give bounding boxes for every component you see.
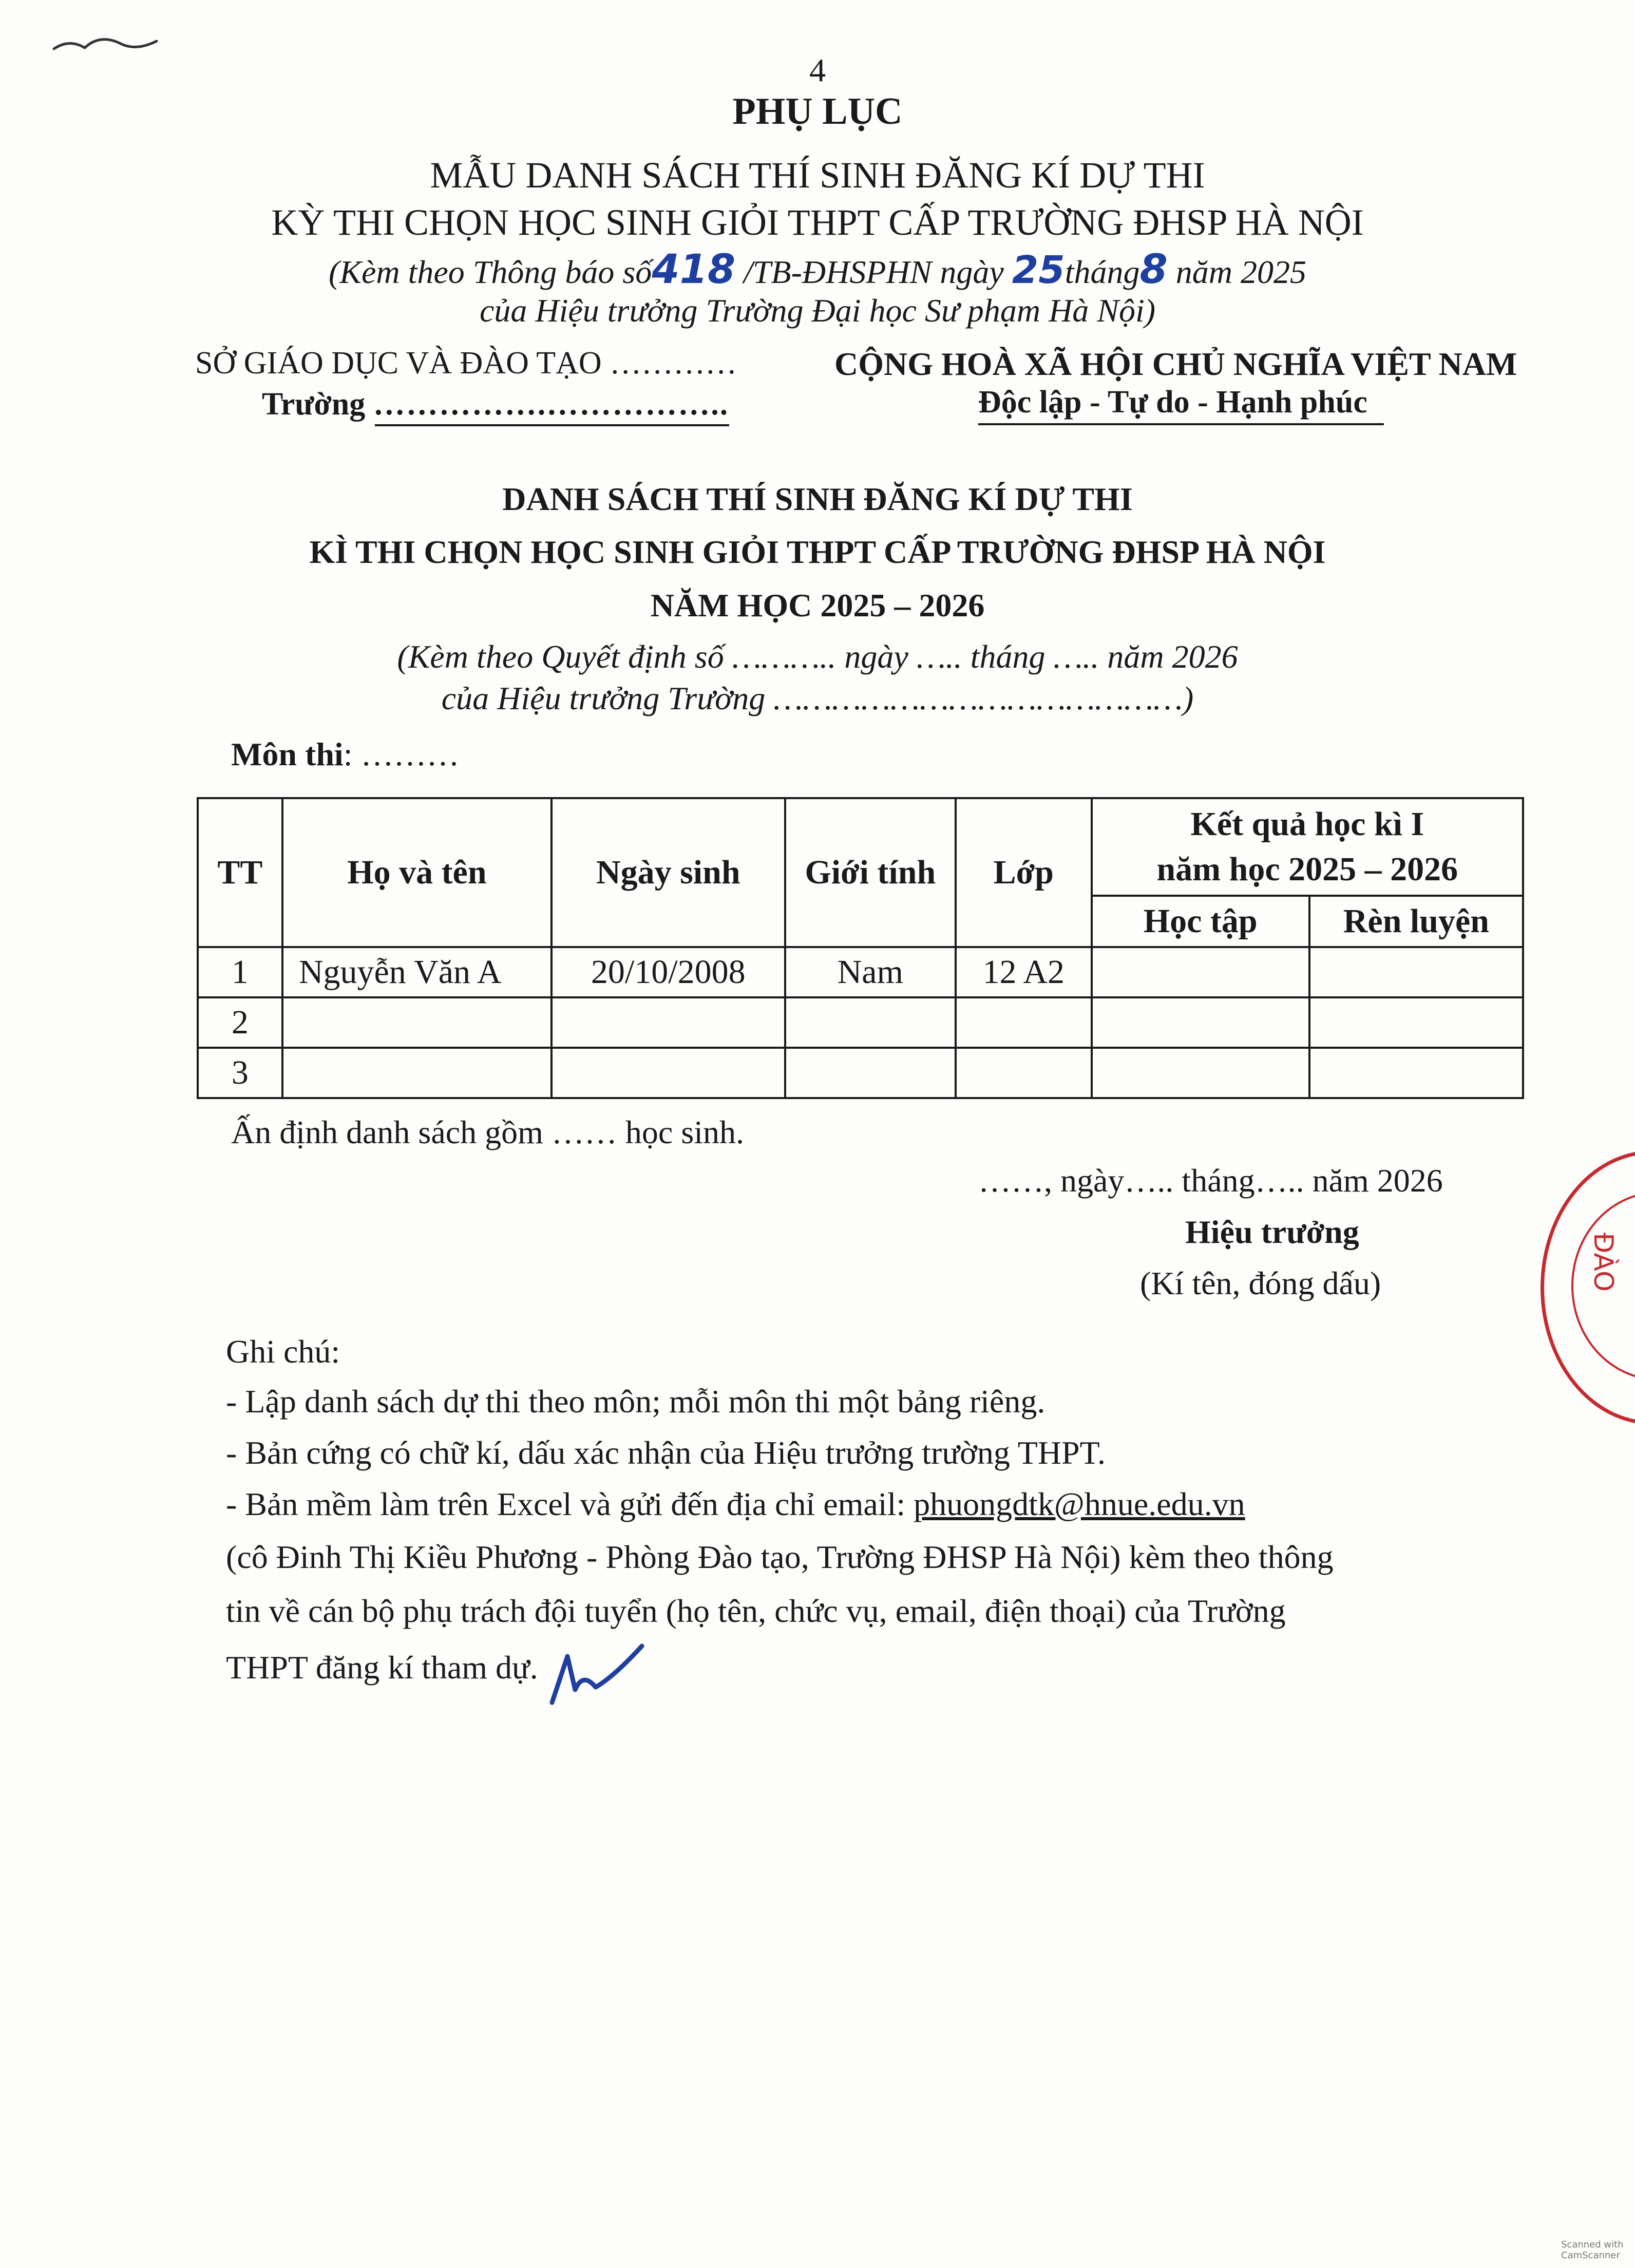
decision-line2: của Hiệu trưởng Trường ……………………………………): [441, 680, 1194, 716]
col-header-result: [1092, 798, 1523, 896]
handwritten-initial: [547, 1641, 650, 1713]
scanner-watermark: Scanned with CamScanner: [1561, 2239, 1624, 2261]
cell-study: [1092, 1048, 1309, 1098]
note-item-3-prefix: - Bản mềm làm trên Excel và gửi đến địa chỉ email:: [226, 1486, 906, 1522]
handwritten-month: 8: [1139, 247, 1168, 293]
subject-label: Môn thi: [231, 736, 344, 772]
handwritten-initial-stroke: [552, 1646, 642, 1703]
attach-note-part3: tháng: [1064, 254, 1140, 290]
list-title-line1: DANH SÁCH THÍ SINH ĐĂNG KÍ DỰ THI: [502, 481, 1133, 517]
cell-tt: 3: [198, 1048, 282, 1098]
cell-name: [282, 997, 552, 1048]
corner-scribble: [49, 28, 182, 59]
cell-class: 12 A2: [956, 947, 1092, 997]
attach-note-line2: của Hiệu trưởng Trường Đại học Sư phạm Hà Nội): [479, 292, 1156, 329]
col-header-name: Họ và tên: [282, 798, 552, 947]
decision-line1: (Kèm theo Quyết định số ……….. ngày ….. tháng ….. năm 2026: [397, 638, 1238, 675]
note-paragraph-line1: (cô Đinh Thị Kiều Phương - Phòng Đào tạo, Trường ĐHSP Hà Nội) kèm theo thông: [226, 1539, 1334, 1575]
note-item-1: - Lập danh sách dự thi theo môn; mỗi môn thi một bảng riêng.: [226, 1383, 1045, 1420]
note-item-3: [226, 1485, 1245, 1523]
note-item-2: - Bản cứng có chữ kí, dấu xác nhận của Hiệu trưởng trường THPT.: [226, 1434, 1106, 1471]
attach-note-line1: [0, 247, 1635, 293]
table-header-row: [198, 798, 1523, 896]
cell-dob: 20/10/2008: [552, 947, 785, 997]
cell-tt: 2: [198, 997, 282, 1048]
col-header-conduct: Rèn luyện: [1309, 896, 1523, 947]
col-header-class: Lớp: [956, 798, 1092, 947]
registration-table: [197, 797, 1524, 1099]
signature-date-line: ……, ngày….. tháng….. năm 2026: [978, 1162, 1443, 1199]
cell-gender: [785, 1048, 956, 1098]
email-link[interactable]: phuongdtk@hnue.edu.vn: [914, 1486, 1245, 1522]
table-row: [198, 997, 1523, 1048]
col-header-dob: Ngày sinh: [552, 798, 785, 947]
department-line: SỞ GIÁO DỤC VÀ ĐÀO TẠO …………: [195, 346, 737, 381]
motto-underline: [978, 423, 1384, 425]
notes-heading: Ghi chú:: [226, 1333, 340, 1370]
attach-note-part2: /TB-ĐHSPHN ngày: [744, 254, 1004, 290]
fixed-count: Ấn định danh sách gồm …… học sinh.: [231, 1114, 744, 1150]
republic-title: CỘNG HOÀ XÃ HỘI CHỦ NGHĨA VIỆT NAM: [834, 346, 1517, 382]
cell-study: [1092, 947, 1309, 997]
cell-name: [282, 1048, 552, 1098]
table-row: [198, 1048, 1523, 1098]
attach-note-part1: (Kèm theo Thông báo số: [328, 254, 652, 290]
cell-conduct: [1309, 997, 1523, 1048]
cell-study: [1092, 997, 1309, 1048]
cell-name: Nguyễn Văn A: [282, 947, 552, 997]
school-label: Trường: [262, 387, 366, 422]
result-header-line2: năm học 2025 – 2026: [1156, 850, 1458, 888]
cell-tt: 1: [198, 947, 282, 997]
cell-class: [956, 1048, 1092, 1098]
page-number: 4: [809, 52, 826, 88]
subject-value: : ………: [343, 736, 460, 772]
cell-dob: [552, 1048, 785, 1098]
signature-instruction: (Kí tên, đóng dấu): [1140, 1265, 1381, 1301]
corner-scribble-stroke: [54, 40, 157, 49]
subject-line: [231, 735, 459, 773]
cell-gender: [785, 997, 956, 1048]
col-header-tt: TT: [198, 798, 282, 947]
school-dots: …………….……………..: [373, 387, 729, 422]
attach-note-part4: năm 2025: [1175, 254, 1307, 290]
table-row: [198, 947, 1523, 997]
handwritten-number: 418: [652, 247, 736, 293]
cell-conduct: [1309, 1048, 1523, 1098]
form-title-line2: KỲ THI CHỌN HỌC SINH GIỎI THPT CẤP TRƯỜNG ĐHSP HÀ NỘI: [271, 202, 1364, 243]
signature-title: Hiệu trưởng: [1185, 1214, 1359, 1250]
school-underline: [375, 424, 729, 426]
note-paragraph-line2: tin về cán bộ phụ trách đội tuyển (họ tên, chức vụ, email, điện thoại) của Trường: [226, 1593, 1286, 1629]
list-title-line3: NĂM HỌC 2025 – 2026: [650, 587, 985, 623]
list-title-line2: KÌ THI CHỌN HỌC SINH GIỎI THPT CẤP TRƯỜNG ĐHSP HÀ NỘI: [309, 534, 1326, 570]
cell-class: [956, 997, 1092, 1048]
col-header-study: Học tập: [1092, 896, 1309, 947]
cell-conduct: [1309, 947, 1523, 997]
form-title-line1: MẪU DANH SÁCH THÍ SINH ĐĂNG KÍ DỰ THI: [430, 155, 1205, 196]
cell-gender: Nam: [785, 947, 956, 997]
cell-dob: [552, 997, 785, 1048]
handwritten-day: 25: [1012, 248, 1065, 292]
note-paragraph-line3: THPT đăng kí tham dự.: [226, 1649, 538, 1686]
school-line: [262, 386, 729, 423]
col-header-gender: Giới tính: [785, 798, 956, 947]
appendix-title: PHỤ LỤC: [732, 90, 903, 133]
result-header-line1: Kết quả học kì I: [1190, 805, 1424, 843]
red-seal-text: ĐÀO: [1588, 1233, 1619, 1292]
motto: Độc lập - Tự do - Hạnh phúc: [978, 385, 1367, 420]
